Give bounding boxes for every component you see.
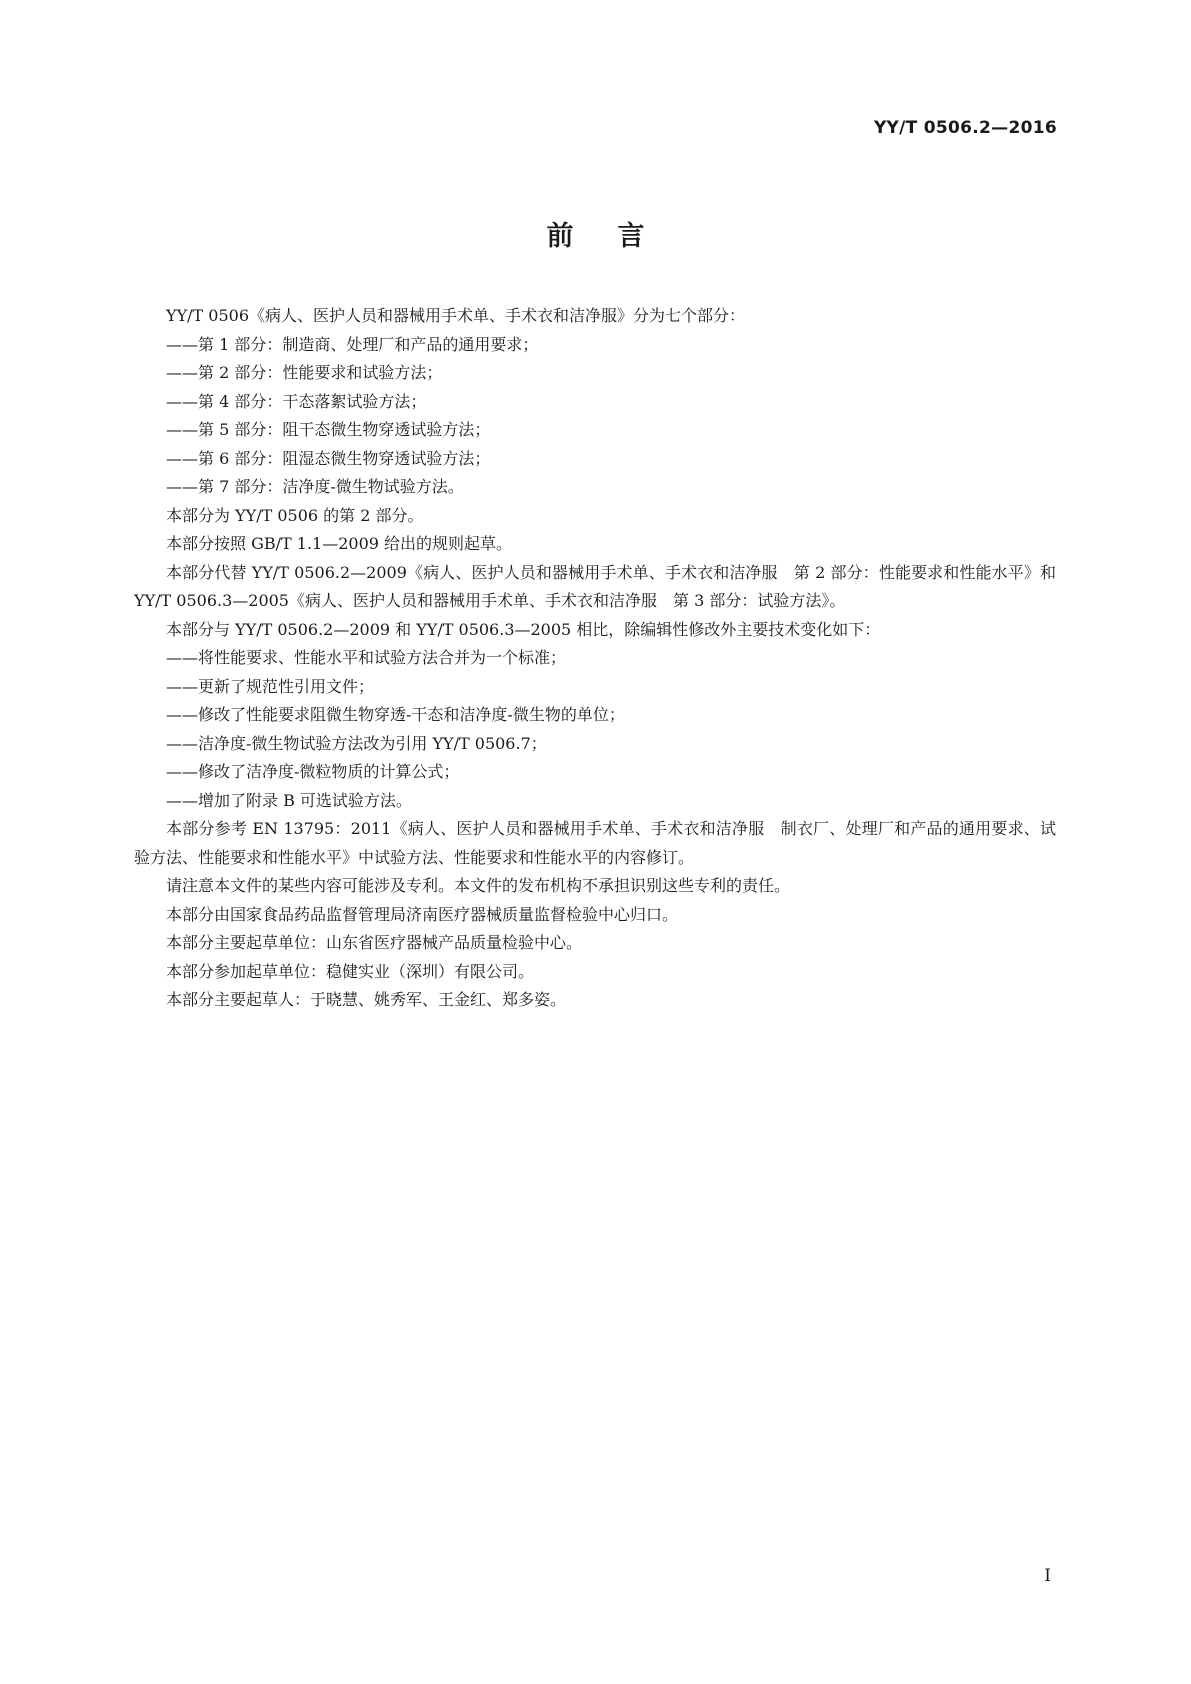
paragraph: 本部分参加起草单位：稳健实业（深圳）有限公司。 [166,961,535,981]
paragraph: 本部分主要起草单位：山东省医疗器械产品质量检验中心。 [166,933,583,952]
page-number: I [1044,1566,1051,1586]
list-item: ——第 4 部分：干态落絮试验方法； [166,391,427,411]
foreword-body [134,302,1056,1015]
list-item: ——更新了规范性引用文件； [166,676,375,696]
paragraph: 本部分为 YY/T 0506 的第 2 部分。 [166,505,424,525]
list-item: ——修改了性能要求阻微生物穿透-干态和洁净度-微生物的单位； [166,705,625,724]
standard-code: YY/T 0506.2—2016 [873,118,1057,138]
paragraph: 本部分参考 EN 13795：2011《病人、医护人员和器械用手术单、手术衣和洁净服 制衣厂、处理厂和产品的通用要求、试验方法、性能要求和性能水平》中试验方法、性能要求和性能水平的内容修订。 [134,819,1056,867]
list-item: ——增加了附录 B 可选试验方法。 [166,790,412,810]
list-item: ——第 1 部分：制造商、处理厂和产品的通用要求； [166,334,539,354]
paragraph: 本部分与 YY/T 0506.2—2009 和 YY/T 0506.3—2005 相比，除编辑性修改外主要技术变化如下： [166,619,881,639]
list-item: ——第 7 部分：洁净度-微生物试验方法。 [166,477,464,496]
list-item: ——洁净度-微生物试验方法改为引用 YY/T 0506.7； [166,733,547,753]
paragraph: 本部分由国家食品药品监督管理局济南医疗器械质量监督检验中心归口。 [166,904,679,924]
list-item: ——第 6 部分：阻湿态微生物穿透试验方法； [166,448,491,468]
paragraph: 本部分代替 YY/T 0506.2—2009《病人、医护人员和器械用手术单、手术衣和洁净服 第 2 部分：性能要求和性能水平》和 YY/T 0506.3—2005《病人、医护人员和器械用手术单、手术衣和洁净服 第 3 部分：试验方法》。 [134,562,1056,610]
list-item: ——将性能要求、性能水平和试验方法合并为一个标准； [166,648,567,667]
list-item: ——第 2 部分：性能要求和试验方法； [166,363,443,382]
paragraph: 本部分按照 GB/T 1.1—2009 给出的规则起草。 [166,534,513,553]
paragraph: 本部分主要起草人：于晓慧、姚秀军、王金红、郑多姿。 [166,990,567,1009]
list-item: ——修改了洁净度-微粒物质的计算公式； [166,762,460,781]
paragraph: YY/T 0506《病人、医护人员和器械用手术单、手术衣和洁净服》分为七个部分： [166,306,745,325]
paragraph: 请注意本文件的某些内容可能涉及专利。本文件的发布机构不承担识别这些专利的责任。 [166,876,791,895]
list-item: ——第 5 部分：阻干态微生物穿透试验方法； [166,420,491,439]
page-title: 前言 [546,221,689,252]
